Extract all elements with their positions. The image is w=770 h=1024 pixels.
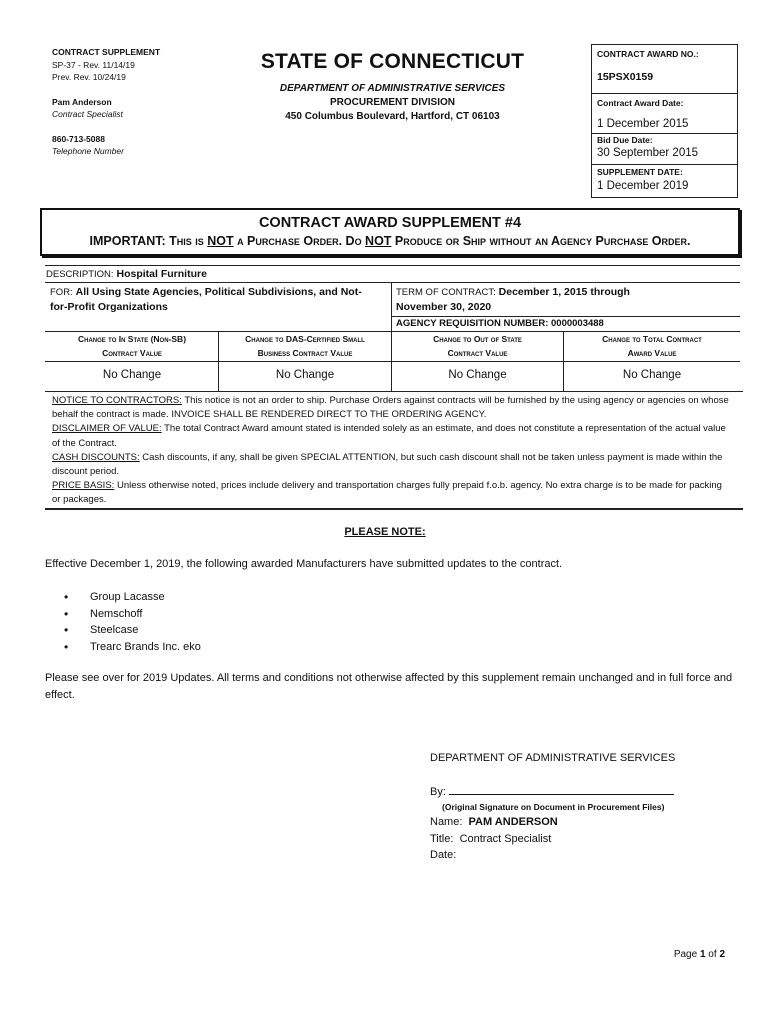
supplement-banner	[40, 208, 740, 256]
signature-note: (Original Signature on Document in Procurement Files)	[442, 802, 665, 812]
award-number: 15PSX0159	[597, 71, 654, 83]
warning-suffix: Produce or Ship without an Agency Purchase Order.	[391, 234, 691, 248]
description-value: Hospital Furniture	[116, 268, 207, 280]
award-date-label: Contract Award Date:	[597, 98, 684, 108]
form-title: CONTRACT SUPPLEMENT	[52, 47, 161, 57]
term-value-line1: December 1, 2015 through	[498, 286, 630, 298]
term-value-line2: November 30, 2020	[396, 301, 492, 313]
state-title: STATE OF CONNECTICUT	[260, 50, 525, 73]
value-out-of-state: No Change	[448, 369, 507, 381]
page-number: Page 1 of 2	[673, 949, 725, 960]
notice-cash-discounts: CASH DISCOUNTS: Cash discounts, if any, shall be given SPECIAL ATTENTION, but such cash discount shall not be taken unless payment is made within the discount period.	[52, 451, 723, 478]
table-divider	[391, 316, 740, 317]
notices-bottom-rule	[45, 508, 743, 510]
value-in-state: No Change	[102, 369, 162, 381]
notice-price-basis: PRICE BASIS: Unless otherwise noted, prices include delivery and transportation charges fully prepaid f.o.b. agency. No extra charge is to be made for packing or packages.	[52, 480, 722, 506]
list-item: • Trearc Brands Inc. eko	[62, 639, 201, 656]
contact-phone: 860-713-5088	[52, 133, 105, 144]
for-value-line2: for-Profit Organizations	[50, 301, 168, 313]
list-item: • Nemschoff	[62, 606, 201, 623]
value-total-award: No Change	[622, 369, 682, 381]
department-name: DEPARTMENT OF ADMINISTRATIVE SERVICES	[279, 83, 506, 94]
notice-contractors: NOTICE TO CONTRACTORS: This notice is not an order to ship. Purchase Orders against contracts will be furnished by the using agency or agencies on whose behalf the contract is made. INVOICE SHALL BE RENDERED DIRECT TO THE ORDERING AGENCY.	[52, 395, 729, 421]
closing-statement: Please see over for 2019 Updates. All terms and conditions not otherwise affected by this supplement remain unchanged and in full force and effect.	[45, 672, 733, 701]
col-header-das-small-business: Change to DAS-Certified Small Business Contract Value	[245, 334, 365, 358]
division-name: PROCUREMENT DIVISION	[329, 97, 455, 108]
previous-revision: Prev. Rev. 10/24/19	[52, 72, 126, 82]
effective-statement: Effective December 1, 2019, the following awarded Manufacturers have submitted updates to the contract.	[45, 558, 563, 570]
agency-requisition-number: AGENCY REQUISITION NUMBER: 0000003488	[396, 318, 604, 329]
supplement-date-label: SUPPLEMENT DATE:	[597, 167, 683, 177]
col-header-out-of-state: Change to Out of State Contract Value	[433, 334, 522, 358]
for-label: FOR:	[50, 287, 73, 298]
manufacturer-list	[62, 589, 201, 655]
phone-label: Telephone Number	[52, 146, 124, 156]
contact-name: Pam Anderson	[52, 96, 112, 107]
table-divider	[45, 361, 740, 362]
list-item: • Steelcase	[62, 622, 201, 639]
signature-by-row	[430, 783, 730, 801]
table-divider	[45, 282, 740, 283]
list-item: • Group Lacasse	[62, 589, 201, 606]
title-label: Title:	[430, 832, 454, 845]
by-label: By:	[430, 785, 446, 798]
signer-name: PAM ANDERSON	[468, 816, 558, 828]
banner-warning	[42, 234, 738, 248]
description-label: DESCRIPTION:	[46, 269, 114, 280]
description-row	[46, 268, 207, 280]
notices-block	[52, 394, 732, 508]
signer-title: Contract Specialist	[459, 832, 552, 845]
contact-title: Contract Specialist	[52, 109, 123, 119]
award-number-label: CONTRACT AWARD NO.:	[597, 49, 699, 59]
term-cell	[396, 285, 736, 315]
signature-line	[449, 783, 674, 795]
header-center-block	[250, 50, 535, 122]
col-header-total-award: Change to Total Contract Award Value	[602, 334, 702, 358]
banner-title: CONTRACT AWARD SUPPLEMENT #4	[258, 215, 522, 231]
notice-disclaimer: DISCLAIMER OF VALUE: The total Contract Award amount stated is intended solely as an estimate, and does not constitute a representation of the actual value of the Contract.	[52, 423, 726, 449]
bid-due-date: 30 September 2015	[597, 147, 699, 159]
award-date: 1 December 2015	[597, 118, 689, 130]
warning-not-1: NOT	[207, 234, 234, 248]
warning-prefix: IMPORTANT: This is	[89, 234, 208, 248]
table-divider	[45, 265, 740, 266]
col-header-in-state: Change to In State (Non-SB) Contract Value	[77, 334, 187, 358]
signature-title-row	[430, 831, 730, 848]
form-revision: SP-37 - Rev. 11/14/19	[52, 59, 135, 70]
please-note-heading: PLEASE NOTE:	[344, 526, 426, 538]
bid-due-label: Bid Due Date:	[597, 135, 653, 145]
for-value-line1: All Using State Agencies, Political Subdivisions, and Not-	[75, 286, 362, 298]
warning-not-2: NOT	[365, 234, 392, 248]
signature-department: DEPARTMENT OF ADMINISTRATIVE SERVICES	[430, 752, 676, 764]
supplement-date: 1 December 2019	[597, 180, 689, 192]
date-label: Date:	[430, 849, 457, 861]
name-label: Name:	[430, 816, 463, 828]
warning-mid: a Purchase Order. Do	[233, 234, 366, 248]
for-cell	[50, 285, 385, 315]
signature-name-row	[430, 814, 730, 831]
signature-date-row	[430, 847, 730, 864]
department-address: 450 Columbus Boulevard, Hartford, CT 06103	[285, 111, 500, 122]
award-info-box	[591, 44, 738, 198]
signature-block	[430, 750, 730, 864]
table-divider	[391, 282, 392, 332]
table-divider	[45, 391, 743, 392]
term-label: TERM OF CONTRACT:	[396, 287, 496, 298]
header-left-block	[52, 46, 252, 158]
value-das-small-business: No Change	[275, 369, 335, 381]
